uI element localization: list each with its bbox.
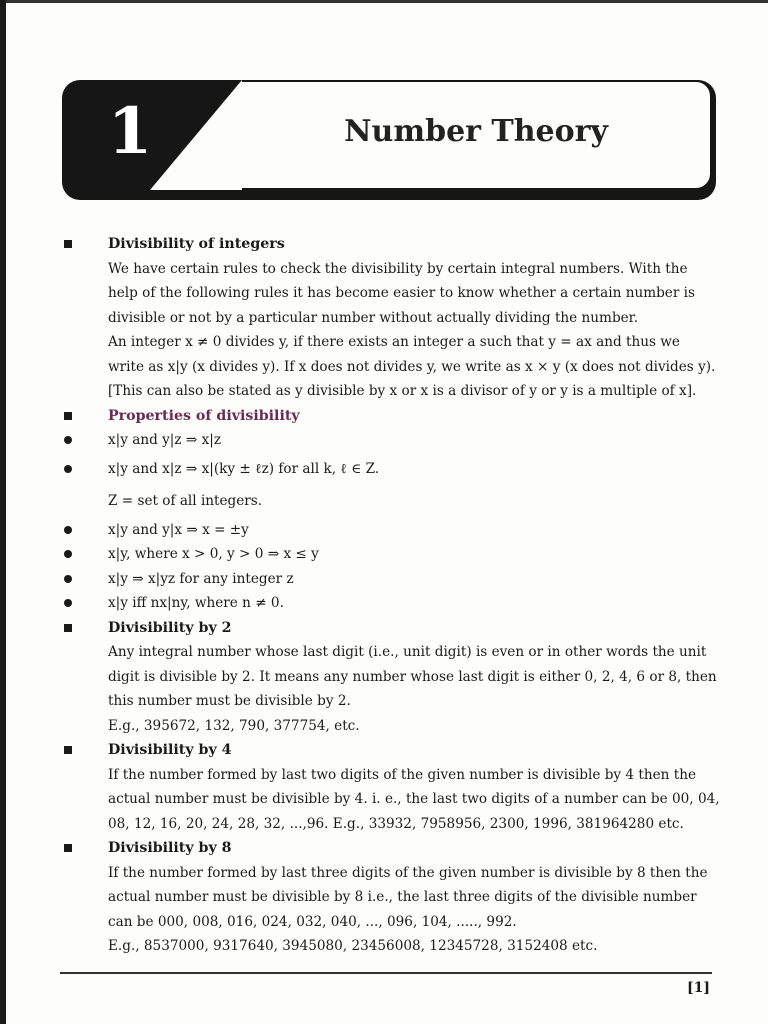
list-item — [60, 457, 720, 482]
round-bullet-icon — [64, 599, 72, 607]
property-text: x|y ⇒ x|yz for any integer z — [108, 570, 294, 587]
paragraph: If the number formed by last three digits of the given number is divisible by 8 then the actual number must be divisible by 8 i.e., the last three digits of the divisible number can be 000, 008, 016, 024, 032, 040, ..., 096, 104, ....., 992. — [108, 864, 708, 930]
property-text: x|y and x|z ⇒ x|(ky ± ℓz) for all k, ℓ ∈ Z. — [108, 460, 380, 477]
section-divisibility-by-4 — [60, 738, 720, 763]
section-divisibility-by-2 — [60, 616, 720, 641]
round-bullet-icon — [64, 575, 72, 583]
chapter-title: Number Theory — [344, 114, 608, 149]
paragraph: An integer x ≠ 0 divides y, if there exists an integer a such that y = ax and thus we write as x|y (x divides y). If x does not divides y, we write as x × y (x does not divides y). — [108, 334, 716, 375]
square-bullet-icon — [64, 746, 72, 754]
round-bullet-icon — [64, 526, 72, 534]
round-bullet-icon — [64, 465, 72, 473]
property-text: x|y, where x > 0, y > 0 ⇒ x ≤ y — [108, 546, 319, 562]
page-content — [60, 232, 720, 959]
section-divisibility-by-8 — [60, 836, 720, 861]
round-bullet-icon — [64, 436, 72, 444]
chapter-number: 1 — [107, 94, 153, 169]
section-heading: Divisibility by 8 — [108, 840, 232, 856]
chapter-header — [62, 80, 716, 200]
square-bullet-icon — [64, 240, 72, 248]
square-bullet-icon — [64, 412, 72, 420]
page-left-edge — [0, 0, 6, 1024]
example-text: E.g., 8537000, 9317640, 3945080, 23456008, 12345728, 3152408 etc. — [108, 938, 598, 954]
example-text: E.g., 395672, 132, 790, 377754, etc. — [108, 717, 360, 734]
paragraph: We have certain rules to check the divisibility by certain integral numbers. With the help of the following rules it has become easier to know whether a certain number is divisible or not by a particular number without actually dividing the number. — [108, 260, 695, 326]
paragraph: Any integral number whose last digit (i.e., unit digit) is even or in other words the unit digit is divisible by 2. It means any number whose last digit is either 0, 2, 4, 6 or 8, then this number must be divisible by 2. — [108, 644, 717, 709]
round-bullet-icon — [64, 550, 72, 558]
section-heading: Properties of divisibility — [108, 407, 300, 424]
note-text: Z = set of all integers. — [108, 493, 263, 509]
section-heading: Divisibility of integers — [108, 236, 285, 252]
paragraph: [This can also be stated as y divisible by x or x is a divisor of y or y is a multiple of x]. — [108, 383, 697, 399]
square-bullet-icon — [64, 624, 72, 632]
square-bullet-icon — [64, 844, 72, 852]
paragraph: If the number formed by last two digits of the given number is divisible by 4 then the actual number must be divisible by 4. i. e., the last two digits of a number can be 00, 04, 08, 12, 16, 20, 24, 28, 32, ...,96. E.g., 33932, 7958956, 2300, 1996, 381964280 etc. — [108, 766, 720, 832]
section-heading: Divisibility by 2 — [108, 619, 232, 636]
list-item — [60, 428, 720, 453]
list-item — [60, 567, 720, 592]
section-properties — [60, 404, 720, 429]
section-heading: Divisibility by 4 — [108, 742, 232, 758]
list-item — [60, 542, 720, 567]
property-text: x|y and y|x ⇒ x = ±y — [108, 521, 249, 538]
footer-rule — [60, 972, 712, 974]
list-item — [60, 591, 720, 616]
page-top-edge — [0, 0, 768, 3]
property-text: x|y iff nx|ny, where n ≠ 0. — [108, 595, 284, 611]
list-item — [60, 518, 720, 543]
section-divisibility-of-integers — [60, 232, 720, 257]
side-imprint — [30, 820, 42, 960]
page-number: [1] — [687, 980, 710, 996]
property-text: x|y and y|z ⇒ x|z — [108, 432, 221, 448]
